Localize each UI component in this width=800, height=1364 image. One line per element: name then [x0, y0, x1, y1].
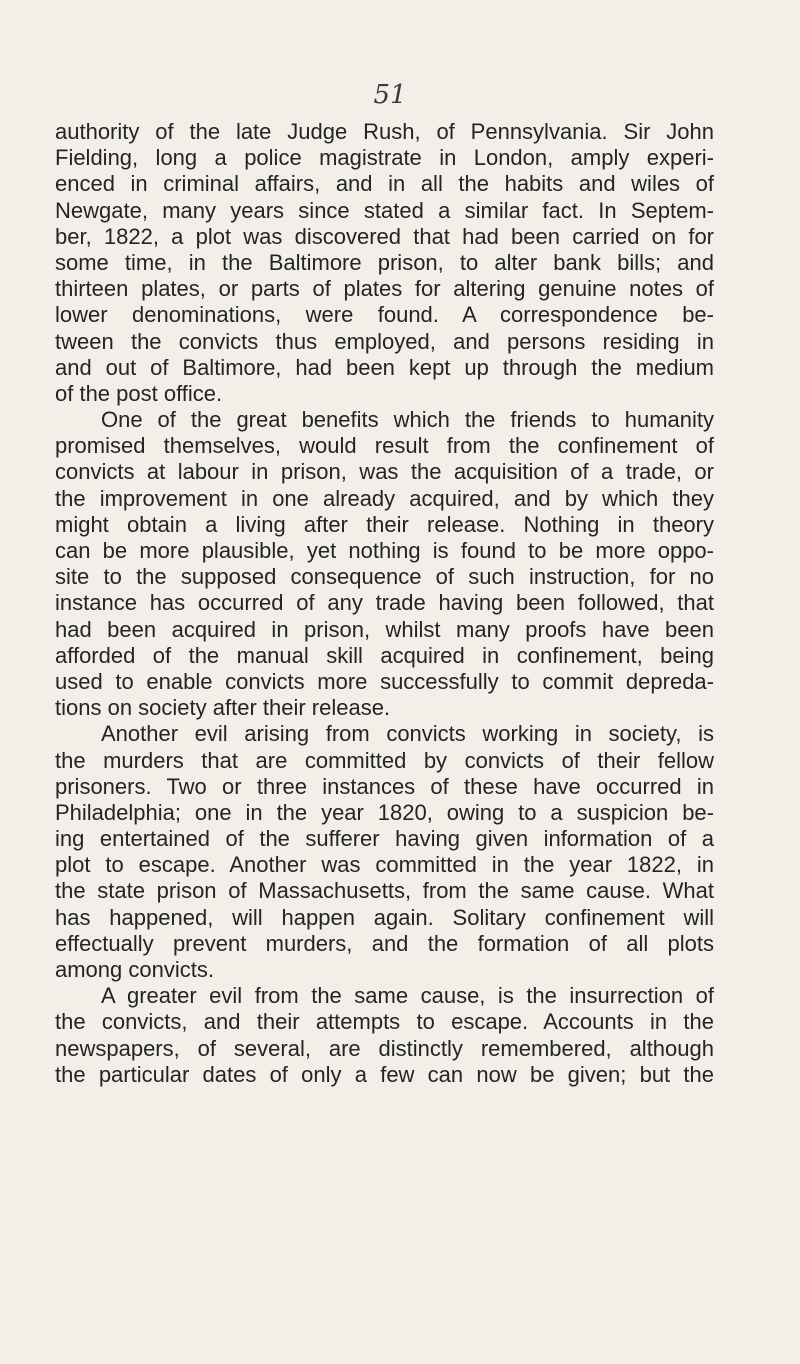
text-line: ing entertained of the sufferer having given information of a: [55, 826, 714, 852]
text-line: the particular dates of only a few can now be given; but the: [55, 1061, 714, 1087]
text-line: plot to escape. Another was committed in the year 1822, in: [55, 852, 714, 878]
text-line: of the post office.: [55, 380, 223, 406]
text-line: has happened, will happen again. Solitary confinement will: [55, 904, 714, 930]
text-line: authority of the late Judge Rush, of Pennsylvania. Sir John: [55, 119, 714, 144]
text-line: effectually prevent murders, and the formation of all plots: [55, 930, 714, 956]
text-line: had been acquired in prison, whilst many proofs have been: [55, 616, 714, 642]
text-line: can be more plausible, yet nothing is found to be more oppo-: [55, 538, 714, 563]
text-line: used to enable convicts more successfully to commit depreda-: [55, 668, 714, 694]
text-line: Fielding, long a police magistrate in London, amply experi-: [55, 145, 714, 171]
text-line: the convicts, and their attempts to escape. Accounts in the: [55, 1009, 714, 1035]
text-line: prisoners. Two or three instances of these have occurred in: [55, 773, 714, 799]
text-line: some time, in the Baltimore prison, to alter bank bills; and: [55, 249, 714, 275]
text-line: afforded of the manual skill acquired in confinement, being: [55, 642, 714, 668]
text-line: tween the convicts thus employed, and persons residing in: [55, 328, 714, 354]
page-bottom-edge: [0, 1344, 800, 1364]
text-line: Another evil arising from convicts working in society, is: [101, 721, 714, 747]
page-number: 51: [373, 80, 407, 110]
text-line: the state prison of Massachusetts, from the same cause. What: [55, 878, 714, 904]
text-line: enced in criminal affairs, and in all the habits and wiles of: [55, 171, 714, 197]
text-line: ber, 1822, a plot was discovered that had been carried on for: [55, 223, 714, 249]
text-line: newspapers, of several, are distinctly remembered, although: [55, 1035, 714, 1061]
text-line: instance has occurred of any trade having been followed, that: [55, 590, 714, 616]
text-line: might obtain a living after their release. Nothing in theory: [55, 511, 714, 537]
text-line: A greater evil from the same cause, is the insurrection of: [101, 983, 714, 1009]
text-line: promised themselves, would result from the confinement of: [55, 433, 714, 459]
text-line: and out of Baltimore, had been kept up through the medium: [55, 354, 714, 380]
text-line: Newgate, many years since stated a similar fact. In Septem-: [55, 197, 714, 223]
text-line: convicts at labour in prison, was the acquisition of a trade, or: [55, 459, 714, 485]
text-line: lower denominations, were found. A correspondence be-: [55, 302, 714, 328]
body-text: [55, 119, 714, 1088]
text-line: tions on society after their release.: [55, 695, 391, 721]
text-line: Philadelphia; one in the year 1820, owing to a suspicion be-: [55, 799, 714, 825]
text-line: the murders that are committed by convicts of their fellow: [55, 747, 714, 773]
text-line: site to the supposed consequence of such instruction, for no: [55, 564, 714, 590]
text-line: the improvement in one already acquired, and by which they: [55, 485, 714, 511]
text-line: One of the great benefits which the friends to humanity: [101, 407, 714, 433]
text-line: among convicts.: [55, 957, 214, 982]
text-line: thirteen plates, or parts of plates for altering genuine notes of: [55, 276, 714, 302]
